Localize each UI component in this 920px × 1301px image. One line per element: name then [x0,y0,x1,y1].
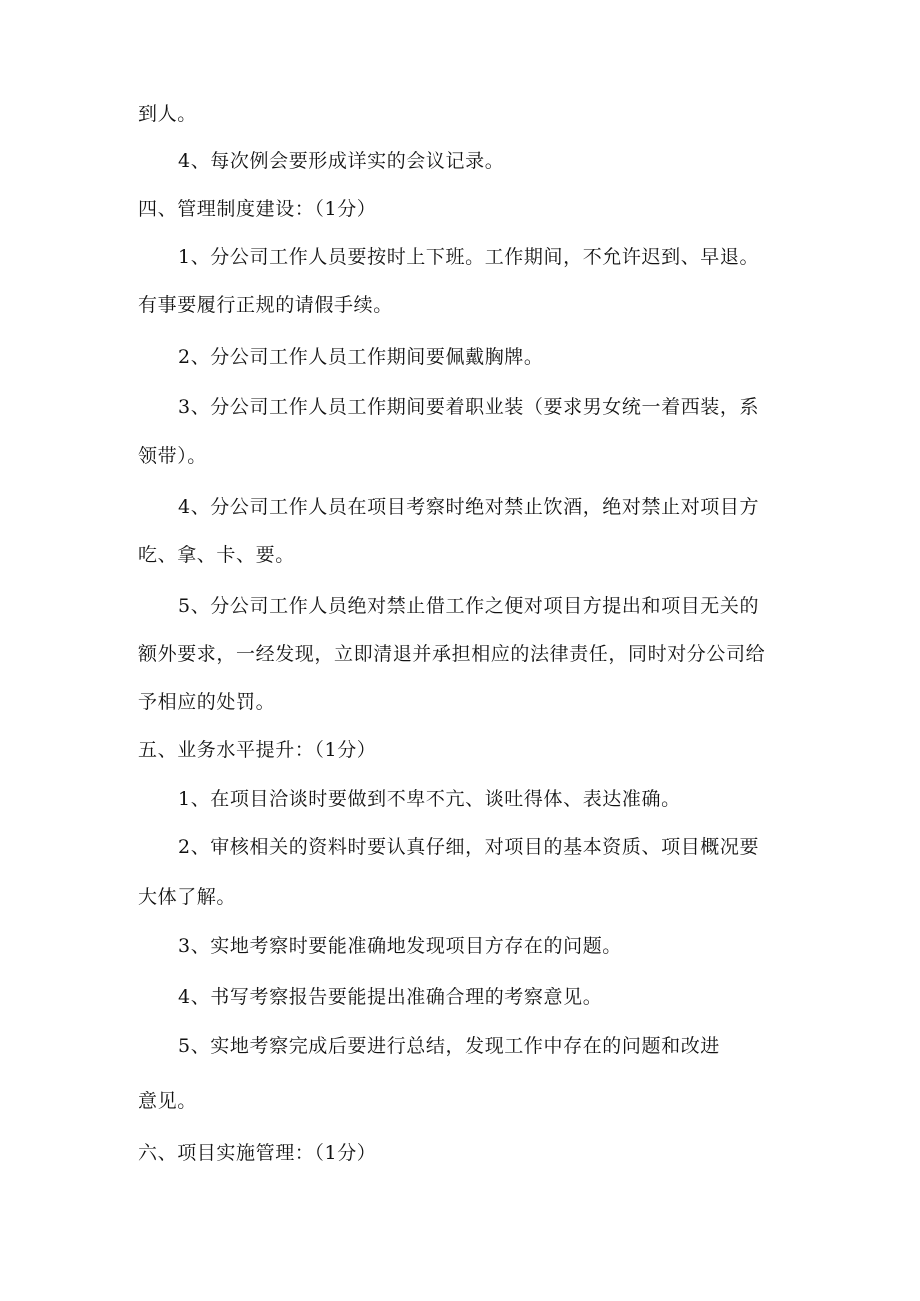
text-line: 予相应的处罚。 [138,691,276,713]
text-line: 额外要求，一经发现，立即清退并承担相应的法律责任，同时对分公司给 [138,643,766,665]
text-line: 意见。 [138,1090,197,1112]
text-line: 大体了解。 [138,886,237,908]
text-line: 到人。 [138,103,197,125]
section-heading: 四、管理制度建设：（1分） [138,198,377,220]
text-line: 5、分公司工作人员绝对禁止借工作之便对项目方提出和项目无关的 [178,595,760,617]
text-line: 领带）。 [138,445,207,467]
text-line: 有事要履行正规的请假手续。 [138,294,393,316]
text-line: 4、每次例会要形成详实的会议记录。 [178,150,505,172]
section-heading: 六、项目实施管理：（1分） [138,1142,377,1164]
text-line: 1、在项目洽谈时要做到不卑不亢、谈吐得体、表达准确。 [178,788,681,810]
text-line: 4、书写考察报告要能提出准确合理的考察意见。 [178,986,603,1008]
text-line: 2、分公司工作人员工作期间要佩戴胸牌。 [178,346,544,368]
text-line: 4、分公司工作人员在项目考察时绝对禁止饮酒，绝对禁止对项目方 [178,496,760,518]
text-line: 吃、拿、卡、要。 [138,544,295,566]
text-line: 2、审核相关的资料时要认真仔细，对项目的基本资质、项目概况要 [178,836,760,858]
text-line: 5、实地考察完成后要进行总结，发现工作中存在的问题和改进 [178,1035,720,1057]
text-line: 3、分公司工作人员工作期间要着职业装（要求男女统一着西装，系 [178,396,760,418]
text-line: 3、实地考察时要能准确地发现项目方存在的问题。 [178,935,622,957]
section-heading: 五、业务水平提升：（1分） [138,739,377,761]
text-line: 1、分公司工作人员要按时上下班。工作期间，不允许迟到、早退。 [178,246,760,268]
